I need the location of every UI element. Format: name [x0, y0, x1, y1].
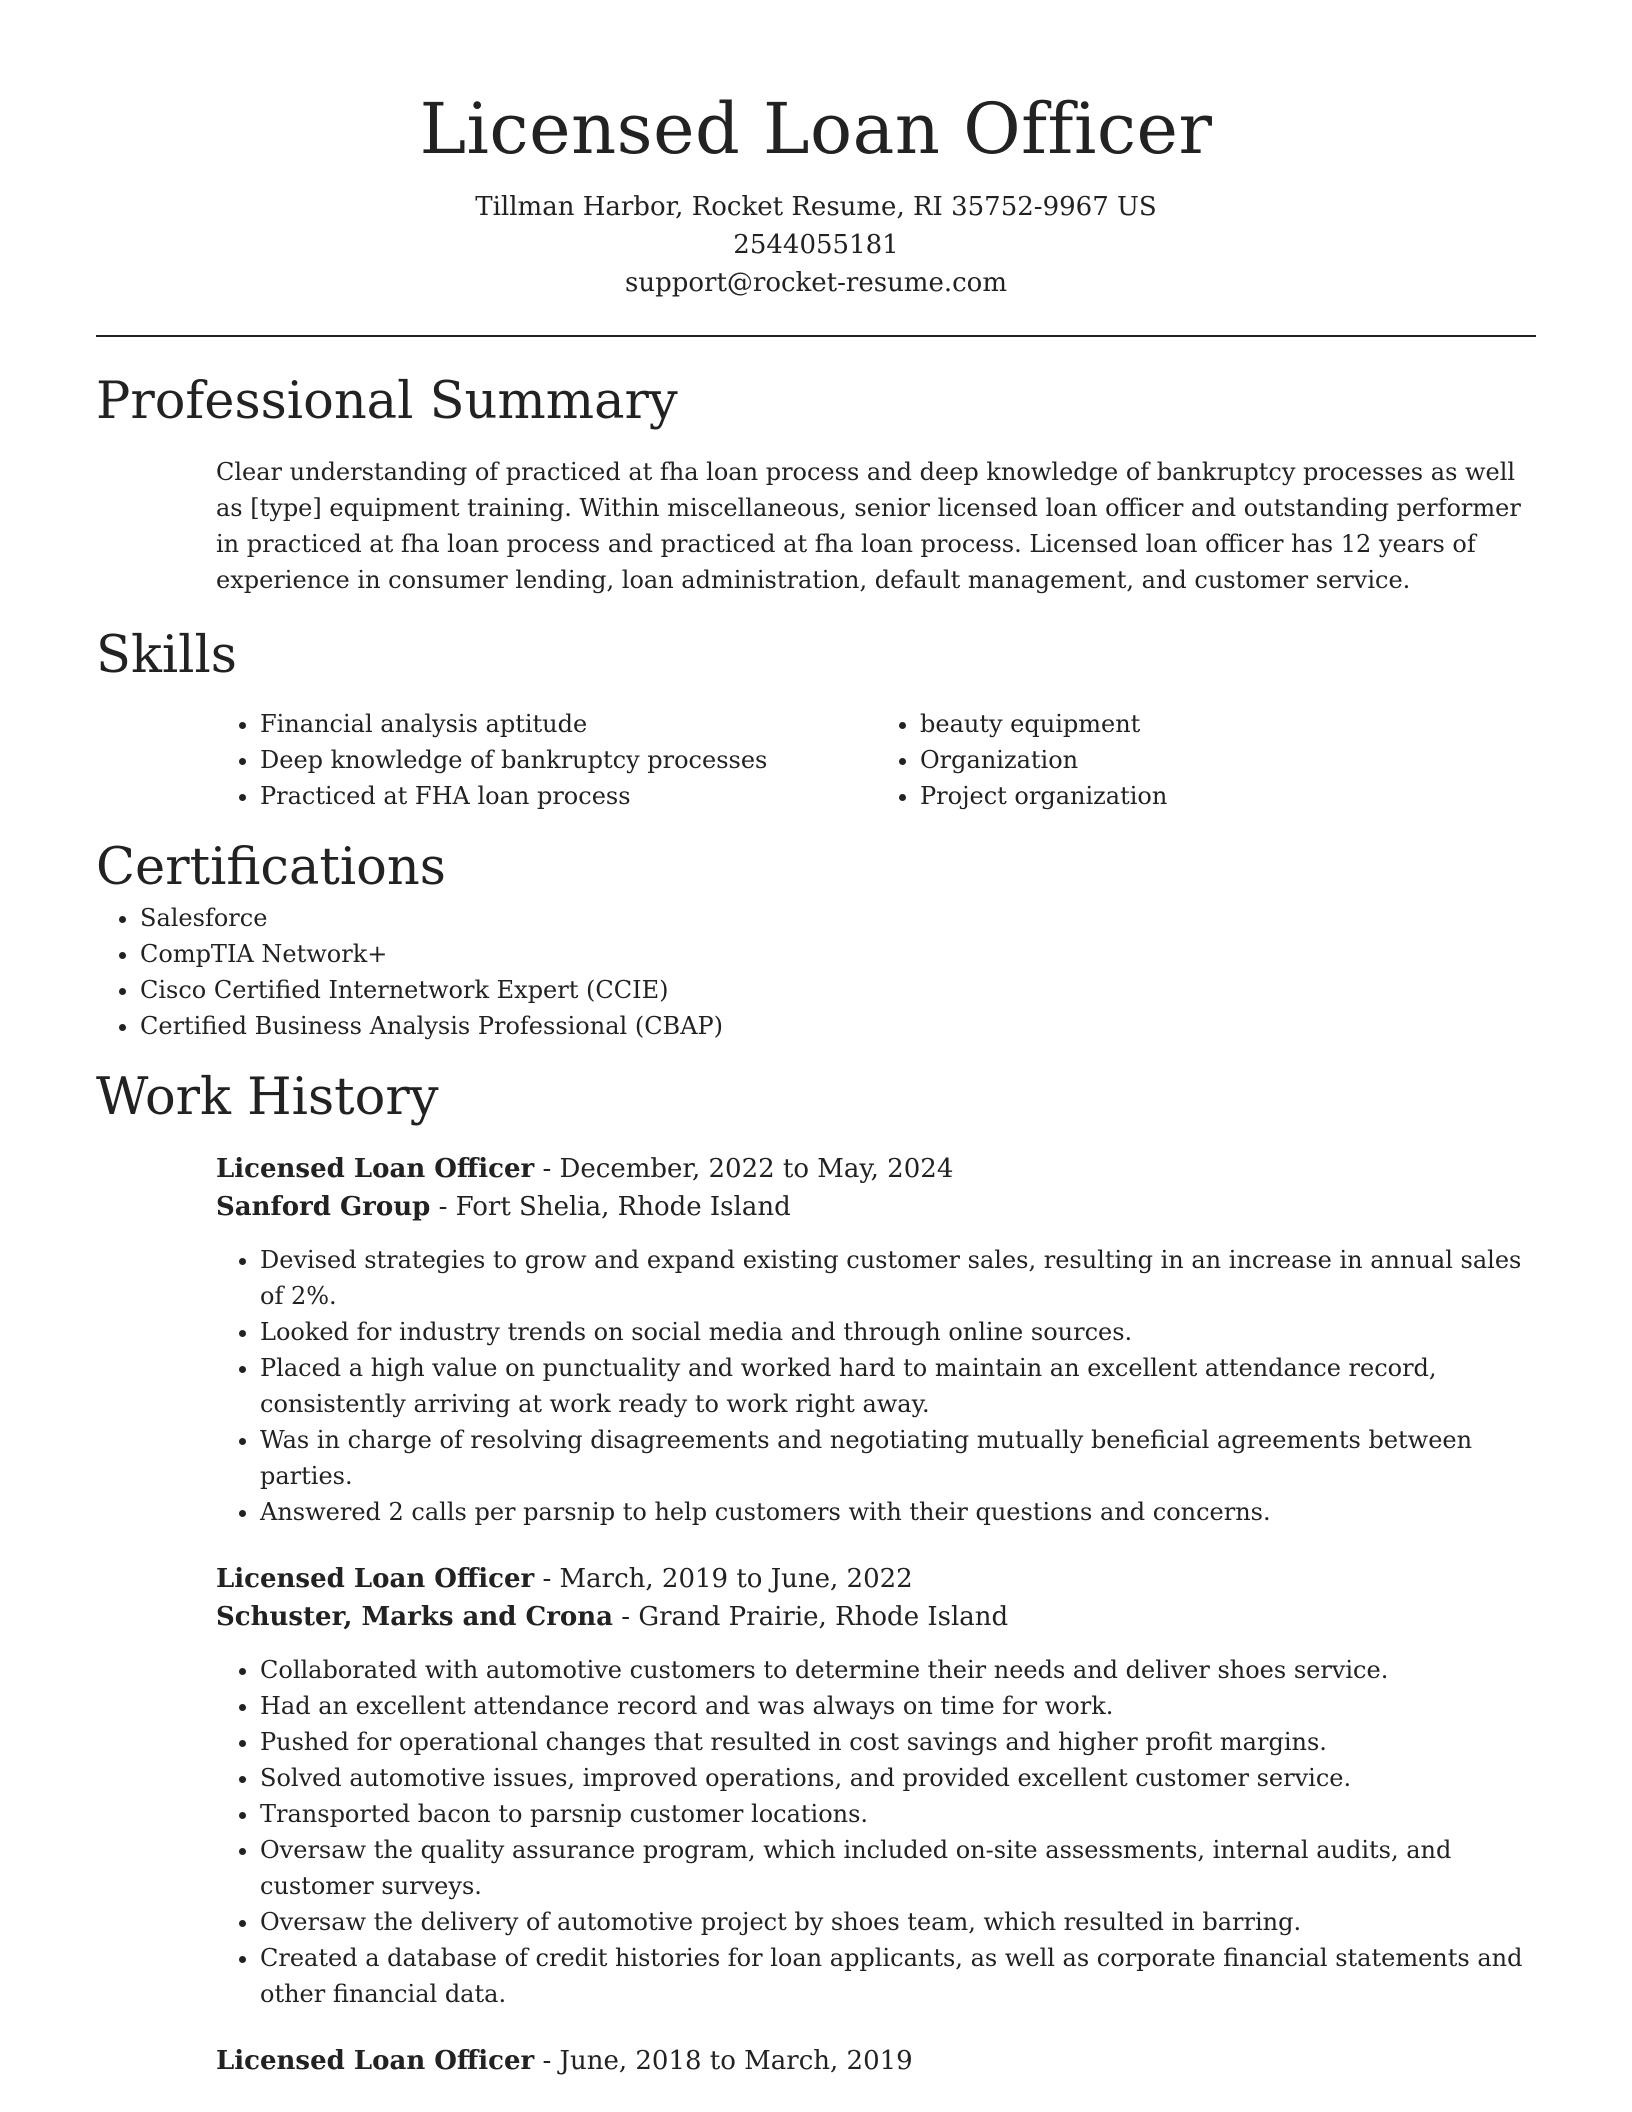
job-company-line — [216, 1598, 1536, 1636]
job-duty: • Pushed for operational changes that resulted in cost savings and higher profit margins. — [260, 1724, 1536, 1760]
skill-item: • Deep knowledge of bankruptcy processes — [260, 742, 876, 778]
contact-email: support@rocket-resume.com — [624, 268, 1007, 298]
work-history-section — [96, 1066, 1536, 2080]
job-duty: • Collaborated with automotive customers to determine their needs and deliver shoes service. — [260, 1652, 1536, 1688]
certifications-heading: Certifications — [96, 838, 446, 897]
job-title: Licensed Loan Officer — [216, 2046, 535, 2076]
skill-item: • Project organization — [920, 778, 1536, 814]
certification-item: • CompTIA Network+ — [140, 936, 1536, 972]
job-duty: • Answered 2 calls per parsnip to help customers with their questions and concerns. — [260, 1494, 1536, 1530]
certifications-section — [96, 836, 1536, 1044]
job-duty: • Solved automotive issues, improved operations, and provided excellent customer service. — [260, 1760, 1536, 1796]
job-title-line — [216, 1150, 1536, 1188]
job-location: - Grand Prairie, Rhode Island — [613, 1602, 1009, 1632]
job-duty: • Was in charge of resolving disagreements and negotiating mutually beneficial agreements between parties. — [260, 1422, 1536, 1494]
job-duty: • Looked for industry trends on social media and through online sources. — [260, 1314, 1536, 1350]
job-entry — [216, 1560, 1536, 2012]
certifications-list — [96, 900, 1536, 1044]
job-entry — [216, 2042, 1536, 2080]
job-duty: • Created a database of credit histories for loan applicants, as well as corporate financial statements and other financial data. — [260, 1940, 1536, 2012]
job-company-line — [216, 1188, 1536, 1226]
contact-address: Tillman Harbor, Rocket Resume, RI 35752-9967 US — [475, 192, 1157, 222]
job-duty: • Transported bacon to parsnip customer locations. — [260, 1796, 1536, 1832]
skills-section — [96, 624, 1536, 814]
skill-item: • Practiced at FHA loan process — [260, 778, 876, 814]
summary-text: Clear understanding of practiced at fha loan process and deep knowledge of bankruptcy processes as well as [type] equipment training. Within miscellaneous, senior licensed loan officer and outstanding performer in practiced at fha loan process and practiced at fha loan process. Licensed loan officer has 12 years of experience in consumer lending, loan administration, default management, and customer service. — [216, 458, 1521, 594]
job-duty: • Placed a high value on punctuality and worked hard to maintain an excellent attendance record, consistently arriving at work ready to work right away. — [260, 1350, 1536, 1422]
work-history-heading: Work History — [96, 1068, 439, 1127]
skill-item: • beauty equipment — [920, 706, 1536, 742]
job-title-line — [216, 1560, 1536, 1598]
job-duty: • Devised strategies to grow and expand existing customer sales, resulting in an increase in annual sales of 2%. — [260, 1242, 1536, 1314]
certification-item: • Salesforce — [140, 900, 1536, 936]
job-dates: - March, 2019 to June, 2022 — [534, 1564, 913, 1594]
job-title: Licensed Loan Officer — [216, 1564, 535, 1594]
skill-item: • Organization — [920, 742, 1536, 778]
skills-heading: Skills — [96, 626, 237, 685]
summary-heading: Professional Summary — [96, 372, 678, 431]
resume-page — [96, 0, 1536, 2080]
resume-header — [96, 0, 1536, 302]
certification-item: • Cisco Certified Internetwork Expert (CCIE) — [140, 972, 1536, 1008]
job-location: - Fort Shelia, Rhode Island — [430, 1192, 791, 1222]
job-company: Sanford Group — [216, 1192, 431, 1222]
skills-list-right — [876, 706, 1536, 814]
resume-title: Licensed Loan Officer — [419, 88, 1213, 170]
skills-columns — [216, 706, 1536, 814]
job-dates: - June, 2018 to March, 2019 — [534, 2046, 913, 2076]
job-duty: • Oversaw the delivery of automotive project by shoes team, which resulted in barring. — [260, 1904, 1536, 1940]
header-divider — [96, 335, 1536, 337]
job-title: Licensed Loan Officer — [216, 1154, 535, 1184]
job-duties — [216, 1242, 1536, 1530]
skills-list-left — [216, 706, 876, 814]
job-company: Schuster, Marks and Crona — [216, 1602, 614, 1632]
job-duties — [216, 1652, 1536, 2012]
skill-item: • Financial analysis aptitude — [260, 706, 876, 742]
contact-phone: 2544055181 — [733, 230, 899, 260]
summary-section — [96, 370, 1536, 598]
contact-info — [96, 188, 1536, 302]
job-duty: • Oversaw the quality assurance program, which included on-site assessments, internal audits, and customer surveys. — [260, 1832, 1536, 1904]
job-entry — [216, 1150, 1536, 1530]
job-duty: • Had an excellent attendance record and was always on time for work. — [260, 1688, 1536, 1724]
job-title-line — [216, 2042, 1536, 2080]
certification-item: • Certified Business Analysis Professional (CBAP) — [140, 1008, 1536, 1044]
job-dates: - December, 2022 to May, 2024 — [534, 1154, 954, 1184]
